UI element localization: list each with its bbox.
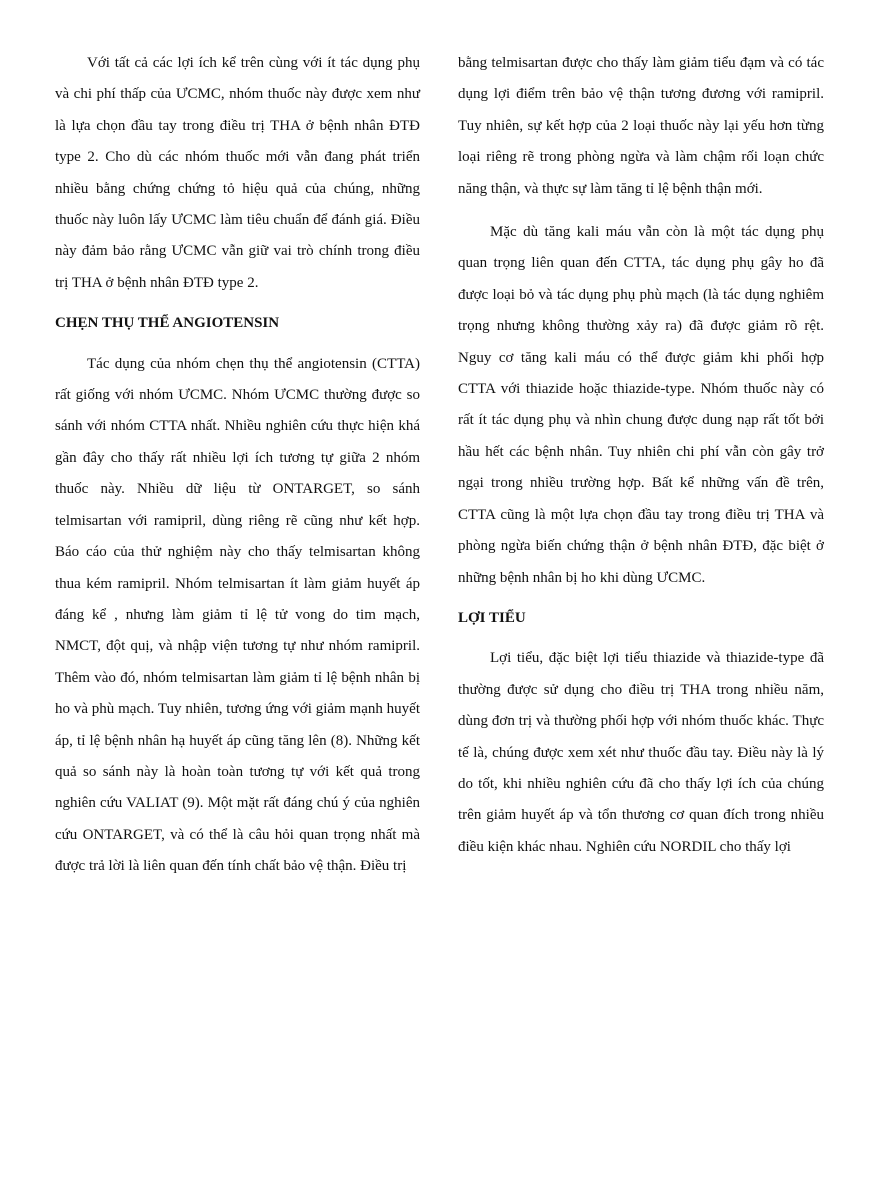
body-paragraph: bằng telmisartan được cho thấy làm giảm tiểu đạm và có tác dụng lợi điểm trên bảo vệ thận tương đương với ramipril. Tuy nhiên, sự kết hợp của 2 loại thuốc này lại yếu hơn từng loại riêng rẽ trong phòng ngừa và làm chậm rối loạn chức năng thận, và thực sự làm tăng tỉ lệ bệnh thận mới. [458,55,824,197]
body-paragraph: Mặc dù tăng kali máu vẫn còn là một tác dụng phụ quan trọng liên quan đến CTTA, tác dụng phụ gây ho đã được loại bỏ và tác dụng phụ phù mạch (là tác dụng nghiêm trọng nhưng không thường xảy ra) đã được giảm rõ rệt. Nguy cơ tăng kali máu có thể được giảm khi phối hợp CTTA với thiazide hoặc thiazide-type. Nhóm thuốc này có rất ít tác dụng phụ và nhìn chung được dung nạp rất tốt bởi hầu hết các bệnh nhân. Tuy nhiên chi phí vẫn còn gây trở ngại trong nhiều trường hợp. Bất kể những vấn đề trên, CTTA cũng là một lựa chọn đầu tay trong điều trị THA và phòng ngừa biến chứng thận ở bệnh nhân ĐTĐ, đặc biệt ở những bệnh nhân bị ho khi dùng ƯCMC. [458,224,824,586]
section-heading: CHẸN THỤ THỂ ANGIOTENSIN [55,315,280,332]
right-column [458,48,824,863]
body-paragraph: Với tất cả các lợi ích kể trên cùng với ít tác dụng phụ và chi phí thấp của ƯCMC, nhóm thuốc này được xem như là lựa chọn đầu tay trong điều trị THA ở bệnh nhân ĐTĐ type 2. Cho dù các nhóm thuốc mới vẫn đang phát triển nhiều bằng chứng chứng tỏ hiệu quả của chúng, những thuốc này luôn lấy ƯCMC làm tiêu chuẩn để đánh giá. Điều này đảm bảo rằng ƯCMC vẫn giữ vai trò chính trong điều trị THA ở bệnh nhân ĐTĐ type 2. [55,55,420,291]
left-column [55,48,420,883]
body-paragraph: Tác dụng của nhóm chẹn thụ thể angiotensin (CTTA) rất giống với nhóm ƯCMC. Nhóm ƯCMC thường được so sánh với nhóm CTTA nhất. Nhiều nghiên cứu thực hiện khá gần đây cho thấy rất nhiều lợi ích tương tự giữa 2 nhóm thuốc này. Nhiều dữ liệu từ ONTARGET, so sánh telmisartan với ramipril, dùng riêng rẽ cũng như kết hợp. Báo cáo của thử nghiệm này cho thấy telmisartan không thua kém ramipril. Nhóm telmisartan ít làm giảm huyết áp đáng kể , nhưng làm giảm tỉ lệ tử vong do tim mạch, NMCT, đột quị, và nhập viện tương tự như nhóm ramipril. Thêm vào đó, nhóm telmisartan làm giảm tỉ lệ bệnh nhân bị ho và phù mạch. Tuy nhiên, tương ứng với giảm mạnh huyết áp, tỉ lệ bệnh nhân hạ huyết áp cũng tăng lên (8). Những kết quả so sánh này là hoàn toàn tương tự với kết quả trong nghiên cứu VALIAT (9). Một mặt rất đáng chú ý của nghiên cứu ONTARGET, và có thể là câu hỏi quan trọng nhất mà được trả lời là liên quan đến tính chất bảo vệ thận. Điều trị [55,355,420,875]
section-heading: LỢI TIỂU [458,609,526,626]
body-paragraph: Lợi tiểu, đặc biệt lợi tiểu thiazide và thiazide-type đã thường được sử dụng cho điều trị THA trong nhiều năm, dùng đơn trị và thường phối hợp với nhóm thuốc khác. Thực tế là, chúng được xem xét như thuốc đầu tay. Điều này là lý do tốt, khi nhiều nghiên cứu đã cho thấy lợi ích của chúng trên giảm huyết áp và tổn thương cơ quan đích trong nhiều điều kiện khác nhau. Nghiên cứu NORDIL cho thấy lợi [458,650,824,855]
